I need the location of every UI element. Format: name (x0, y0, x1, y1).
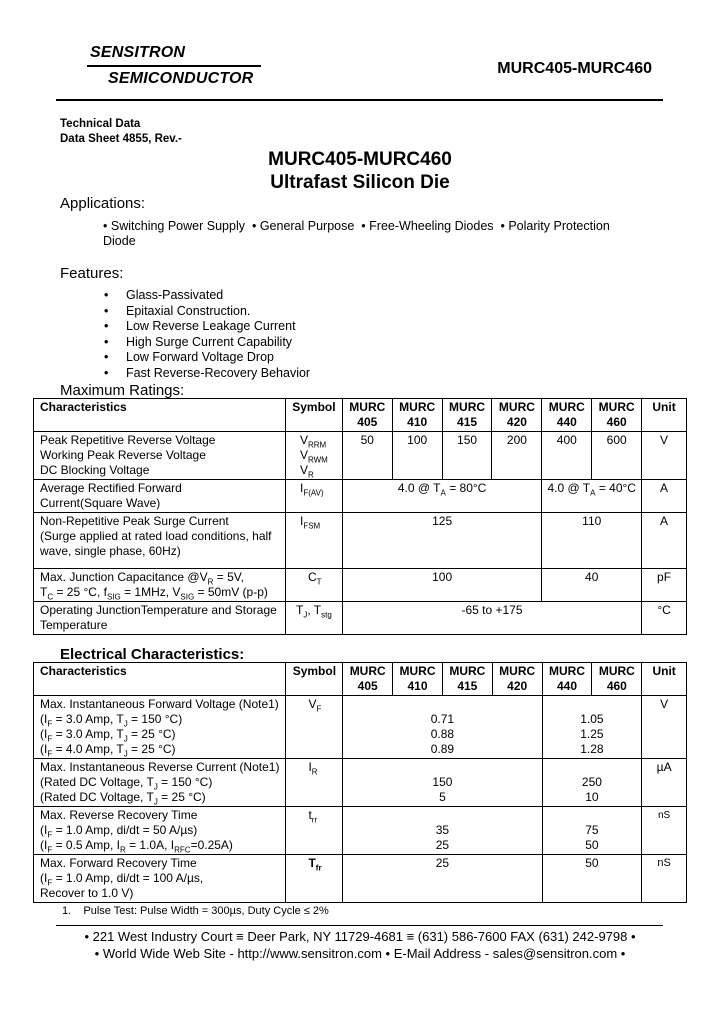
table-row (34, 432, 687, 480)
company-name-line2: SEMICONDUCTOR (108, 70, 254, 87)
value-cell: 0.71 0.88 0.89 (343, 696, 542, 759)
bullet-icon: • (104, 350, 109, 365)
header-part-range: MURC405-MURC460 (497, 60, 652, 77)
footer-rule (56, 925, 663, 926)
application-item: General Purpose (259, 219, 355, 233)
value-cell: 400 (542, 432, 592, 480)
row-symbol: $t_{rr}$ (286, 807, 343, 855)
row-characteristic: Max. Forward Recovery Time ($I_F = 1.0$ Amp, di/dt = 100 A/µs, Recover to 1.0 V) (34, 855, 286, 903)
unit-cell: nS (642, 855, 687, 903)
applications-list (103, 219, 610, 233)
company-name-line1: SENSITRON (90, 44, 186, 61)
value-cell: 4.0 @ $T_A = 80^\circ C$ (342, 480, 542, 513)
row-characteristic: Peak Repetitive Reverse Voltage Working Peak Reverse Voltage DC Blocking Voltage (34, 432, 286, 480)
bullet-icon: • (104, 365, 109, 380)
application-item: Switching Power Supply (110, 219, 245, 233)
header-model: MURC 415 (442, 663, 492, 696)
header-model: MURC 440 (542, 399, 592, 432)
row-characteristic: Average Rectified Forward Current(Square Wave) (34, 480, 286, 513)
value-cell: 150 5 (343, 759, 542, 807)
bullet-icon: • (361, 219, 366, 233)
value-cell: 4.0 @ $T_A = 40^\circ C$ (542, 480, 642, 513)
list-item: • Glass-Passivated (100, 288, 310, 304)
value-cell: 75 50 (542, 807, 642, 855)
value-cell: -65 to +175 (342, 602, 641, 635)
row-symbol: $I_R$ (286, 759, 343, 807)
unit-cell: V (642, 432, 687, 480)
value-cell: 50 (342, 432, 392, 480)
table-row (34, 602, 687, 635)
row-characteristic: Operating JunctionTemperature and Storage Temperature (34, 602, 286, 635)
unit-cell: °C (642, 602, 687, 635)
table-header-row (34, 399, 687, 432)
bullet-icon: • (104, 319, 109, 334)
application-item: Free-Wheeling Diodes (369, 219, 494, 233)
electrical-heading: Electrical Characteristics: (60, 646, 245, 663)
application-wrap: Diode (103, 234, 136, 248)
header-characteristics: Characteristics (34, 399, 286, 432)
table-row (34, 807, 687, 855)
value-cell: 35 25 (343, 807, 542, 855)
value-cell: 50 (542, 855, 642, 903)
header-model: MURC 420 (492, 399, 542, 432)
unit-cell: nS (642, 807, 687, 855)
list-item: • Low Forward Voltage Drop (100, 350, 310, 366)
row-characteristic: Max. Reverse Recovery Time ($I_F = 1.0$ Amp, di/dt = 50 A/µs) ($I_F = 0.5$ Amp, $I_R = 1.0A$, $I_{RFC}=0.25A$) (34, 807, 286, 855)
value-cell: 250 10 (542, 759, 642, 807)
bullet-icon: • (104, 303, 109, 318)
unit-cell: µA (642, 759, 687, 807)
value-cell: 100 (342, 569, 542, 602)
table-row (34, 759, 687, 807)
row-symbol: $C_T$ (285, 569, 342, 602)
table-row (34, 569, 687, 602)
table-row (34, 696, 687, 759)
header-characteristics: Characteristics (34, 663, 286, 696)
header-model: MURC 415 (442, 399, 492, 432)
footer-web: • World Wide Web Site - http://www.sensitron.com • E-Mail Address - sales@sensitron.com • (94, 946, 626, 961)
value-cell: 600 (592, 432, 642, 480)
table-header-row (34, 663, 687, 696)
bullet-icon: • (500, 219, 505, 233)
applications-heading: Applications: (60, 195, 146, 212)
header-rule (56, 99, 663, 101)
table-row (34, 480, 687, 513)
header-model: MURC 405 (343, 663, 393, 696)
row-characteristic: Max. Instantaneous Reverse Current (Note1) (Rated DC Voltage, $T_J = 150$ °C) (Rated DC Voltage, $T_J = 25$ °C) (34, 759, 286, 807)
header-model: MURC 440 (542, 663, 592, 696)
table-row (34, 513, 687, 569)
header-symbol: Symbol (285, 399, 342, 432)
row-symbol: $T_J$, $T_{stg}$ (285, 602, 342, 635)
unit-cell: A (642, 480, 687, 513)
unit-cell: V (642, 696, 687, 759)
application-item: Polarity Protection (508, 219, 610, 233)
datasheet-number: Data Sheet 4855, Rev.- (60, 133, 182, 145)
list-item: • Fast Reverse-Recovery Behavior (100, 366, 310, 382)
row-characteristic: Max. Instantaneous Forward Voltage (Note1) ($I_F = 3.0$ Amp, $T_J = 150$ °C) ($I_F = 3.0$ Amp, $T_J = 25$ °C) ($I_F = 4.0$ Amp, $T_J = 25$ °C) (34, 696, 286, 759)
row-symbol: $I_{FSM}$ (285, 513, 342, 569)
logo-rule (87, 65, 261, 67)
header-model: MURC 420 (492, 663, 542, 696)
features-heading: Features: (60, 265, 124, 282)
header-model: MURC 405 (342, 399, 392, 432)
row-characteristic: Non-Repetitive Peak Surge Current (Surge applied at rated load conditions, half wave, single phase, 60Hz) (34, 513, 286, 569)
list-item: • Epitaxial Construction. (100, 304, 310, 320)
value-cell: 25 (343, 855, 542, 903)
row-symbol: $T_{fr}$ (286, 855, 343, 903)
bullet-icon: • (103, 219, 108, 233)
value-cell: 200 (492, 432, 542, 480)
page-subtitle: Ultrafast Silicon Die (270, 172, 450, 193)
list-item: • High Surge Current Capability (100, 335, 310, 351)
max-ratings-table (33, 398, 687, 635)
features-list (100, 288, 310, 382)
bullet-icon: • (104, 288, 109, 302)
unit-cell: pF (642, 569, 687, 602)
header-model: MURC 460 (592, 399, 642, 432)
header-unit: Unit (642, 663, 687, 696)
bullet-icon: • (251, 219, 257, 233)
header-unit: Unit (642, 399, 687, 432)
value-cell: 110 (542, 513, 642, 569)
value-cell: 1.05 1.25 1.28 (542, 696, 642, 759)
footer-address: • 221 West Industry Court ≡ Deer Park, NY 11729-4681 ≡ (631) 586-7600 FAX (631) 242-9798 • (84, 929, 636, 944)
max-ratings-heading: Maximum Ratings: (60, 382, 185, 399)
table-row (34, 855, 687, 903)
electrical-table (33, 662, 687, 903)
doc-type: Technical Data (60, 118, 141, 130)
row-characteristic: Max. Junction Capacitance $@V_R = 5V$, $T_C = 25$ °C, $f_{SIG} = 1MHz$, $V_{SIG} = 50mV$ (p-p) (34, 569, 286, 602)
value-cell: 40 (542, 569, 642, 602)
row-symbol: $V_{RRM}$ $V_{RWM}$ $V_R$ (285, 432, 342, 480)
value-cell: 125 (342, 513, 542, 569)
row-symbol: $I_{F(AV)}$ (285, 480, 342, 513)
list-item: • Low Reverse Leakage Current (100, 319, 310, 335)
value-cell: 100 (392, 432, 442, 480)
row-symbol: $V_F$ (286, 696, 343, 759)
header-model: MURC 410 (393, 663, 443, 696)
header-model: MURC 410 (392, 399, 442, 432)
header-symbol: Symbol (286, 663, 343, 696)
page-title: MURC405-MURC460 (268, 149, 452, 170)
value-cell: 150 (442, 432, 492, 480)
footnote: 1. Pulse Test: Pulse Width = 300µs, Duty Cycle ≤ 2% (62, 905, 329, 917)
header-model: MURC 460 (592, 663, 642, 696)
unit-cell: A (642, 513, 687, 569)
bullet-icon: • (104, 334, 109, 349)
